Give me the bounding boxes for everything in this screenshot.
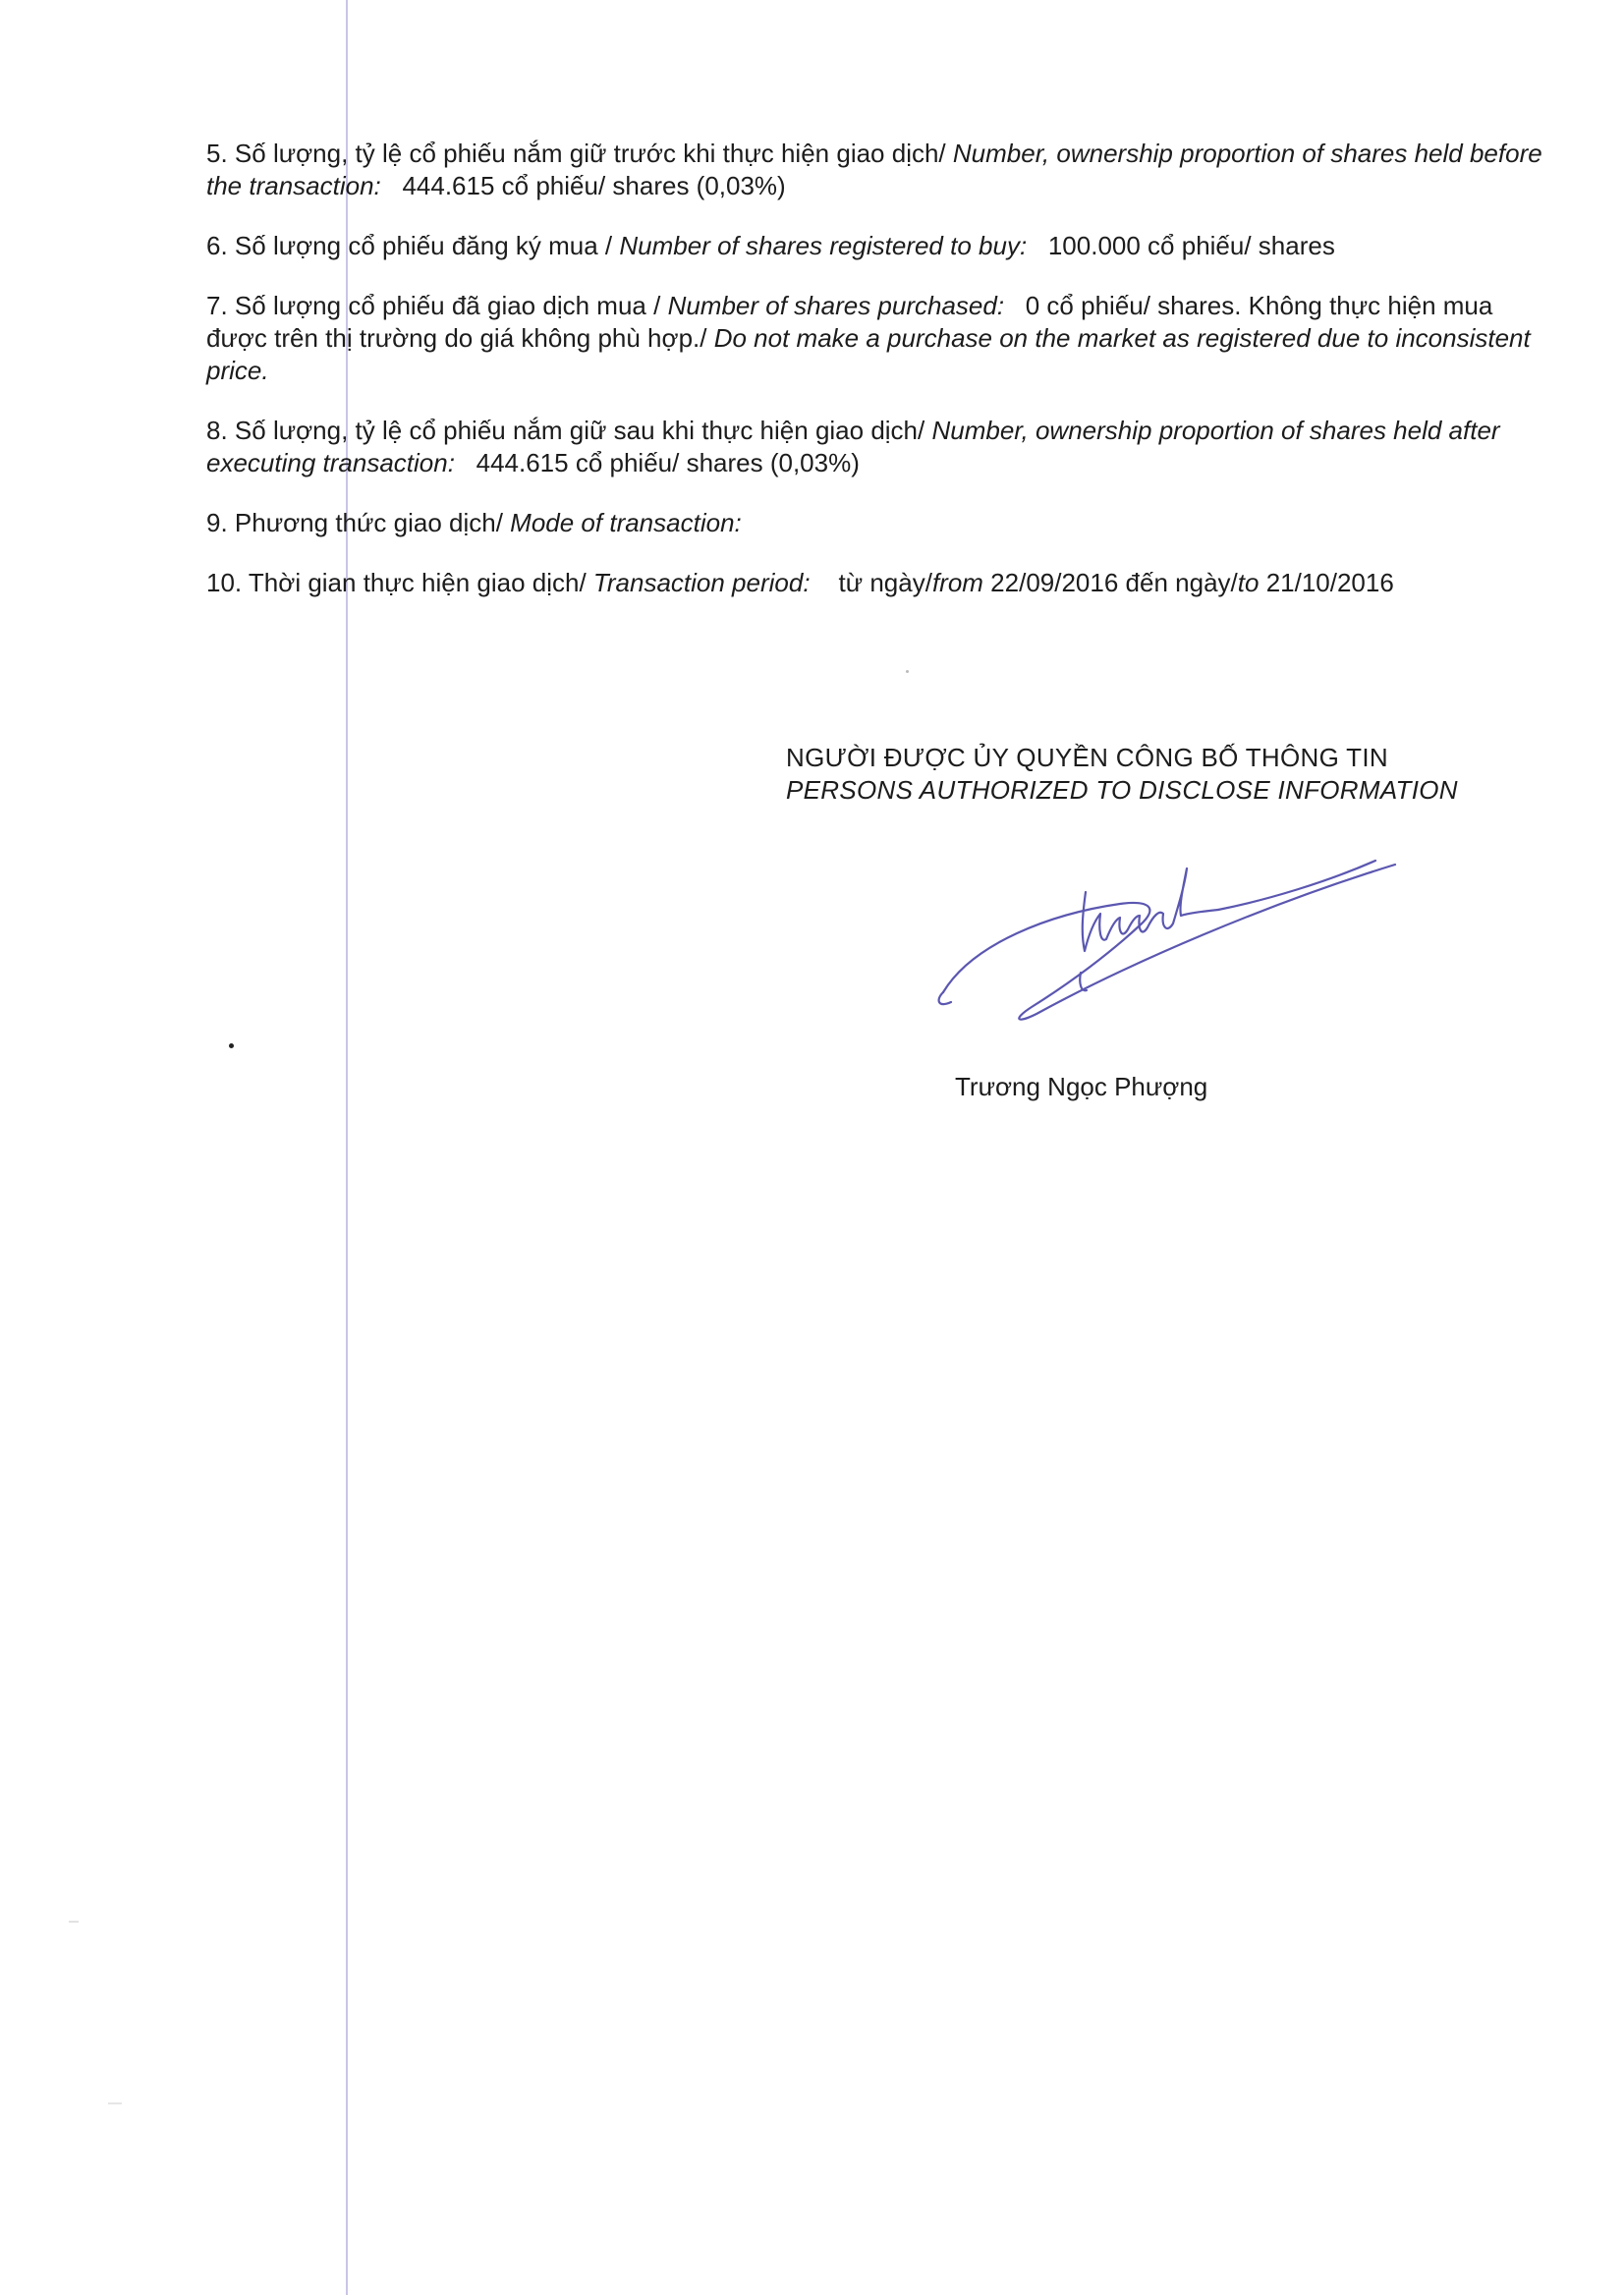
scan-dot-mark bbox=[229, 1043, 234, 1048]
item-label-vi: Số lượng cổ phiếu đăng ký mua / bbox=[234, 231, 613, 260]
period-to-date: 21/10/2016 bbox=[1265, 568, 1394, 597]
item-number: 7. bbox=[206, 291, 228, 320]
item-value: 444.615 cổ phiếu/ shares (0,03%) bbox=[402, 171, 786, 200]
item-label-vi: Thời gian thực hiện giao dịch/ bbox=[248, 568, 587, 597]
scan-speck bbox=[69, 1921, 79, 1923]
item-number: 9. bbox=[206, 508, 228, 537]
item-label-en: Transaction period: bbox=[592, 568, 811, 597]
item-label-en: Number of shares purchased: bbox=[667, 291, 1005, 320]
item-label-vi: Số lượng cổ phiếu đã giao dịch mua / bbox=[234, 291, 661, 320]
item-shares-after-transaction bbox=[206, 415, 1542, 479]
item-shares-purchased bbox=[206, 290, 1542, 387]
signoff-title-en: PERSONS AUTHORIZED TO DISCLOSE INFORMATION bbox=[786, 775, 1458, 805]
signature-block bbox=[786, 742, 1493, 807]
item-value-en: Do not make a purchase on the market as registered due to inconsistent price. bbox=[206, 323, 1531, 385]
item-value: 0 cổ phiếu/ shares. Không thực hiện mua được trên thị trường do giá không phù hợp./ bbox=[206, 291, 1493, 353]
item-number: 5. bbox=[206, 139, 228, 168]
item-mode-of-transaction bbox=[206, 507, 1542, 539]
signoff-title-vi: NGƯỜI ĐƯỢC ỦY QUYỀN CÔNG BỐ THÔNG TIN bbox=[786, 743, 1388, 772]
item-label-vi: Phương thức giao dịch/ bbox=[234, 508, 503, 537]
item-value: 100.000 cổ phiếu/ shares bbox=[1047, 231, 1335, 260]
item-label-en: Number of shares registered to buy: bbox=[619, 231, 1028, 260]
period-from-label-en: from bbox=[931, 568, 983, 597]
item-label-en: Number, ownership proportion of shares held after executing transaction: bbox=[206, 416, 1500, 477]
period-to-label-en: to bbox=[1237, 568, 1260, 597]
scan-speck bbox=[108, 2102, 122, 2104]
item-number: 10. bbox=[206, 568, 243, 597]
signer-name: Trương Ngọc Phượng bbox=[955, 1072, 1208, 1101]
item-transaction-period bbox=[206, 567, 1542, 599]
handwritten-signature bbox=[914, 845, 1425, 1041]
scan-speck bbox=[906, 670, 909, 673]
item-label-vi: Số lượng, tỷ lệ cổ phiếu nắm giữ trước khi thực hiện giao dịch/ bbox=[234, 139, 946, 168]
item-shares-before-transaction bbox=[206, 138, 1542, 202]
item-number: 6. bbox=[206, 231, 228, 260]
period-to-label-vi: đến ngày/ bbox=[1125, 568, 1238, 597]
transaction-details-list bbox=[206, 138, 1542, 627]
period-from-label-vi: từ ngày/ bbox=[838, 568, 932, 597]
period-from-date: 22/09/2016 bbox=[990, 568, 1119, 597]
item-number: 8. bbox=[206, 416, 228, 445]
item-label-en: Number, ownership proportion of shares held before the transaction: bbox=[206, 139, 1542, 200]
item-value: 444.615 cổ phiếu/ shares (0,03%) bbox=[476, 448, 860, 477]
item-label-en: Mode of transaction: bbox=[510, 508, 742, 537]
item-label-vi: Số lượng, tỷ lệ cổ phiếu nắm giữ sau khi thực hiện giao dịch/ bbox=[234, 416, 925, 445]
item-shares-registered-to-buy bbox=[206, 230, 1542, 262]
